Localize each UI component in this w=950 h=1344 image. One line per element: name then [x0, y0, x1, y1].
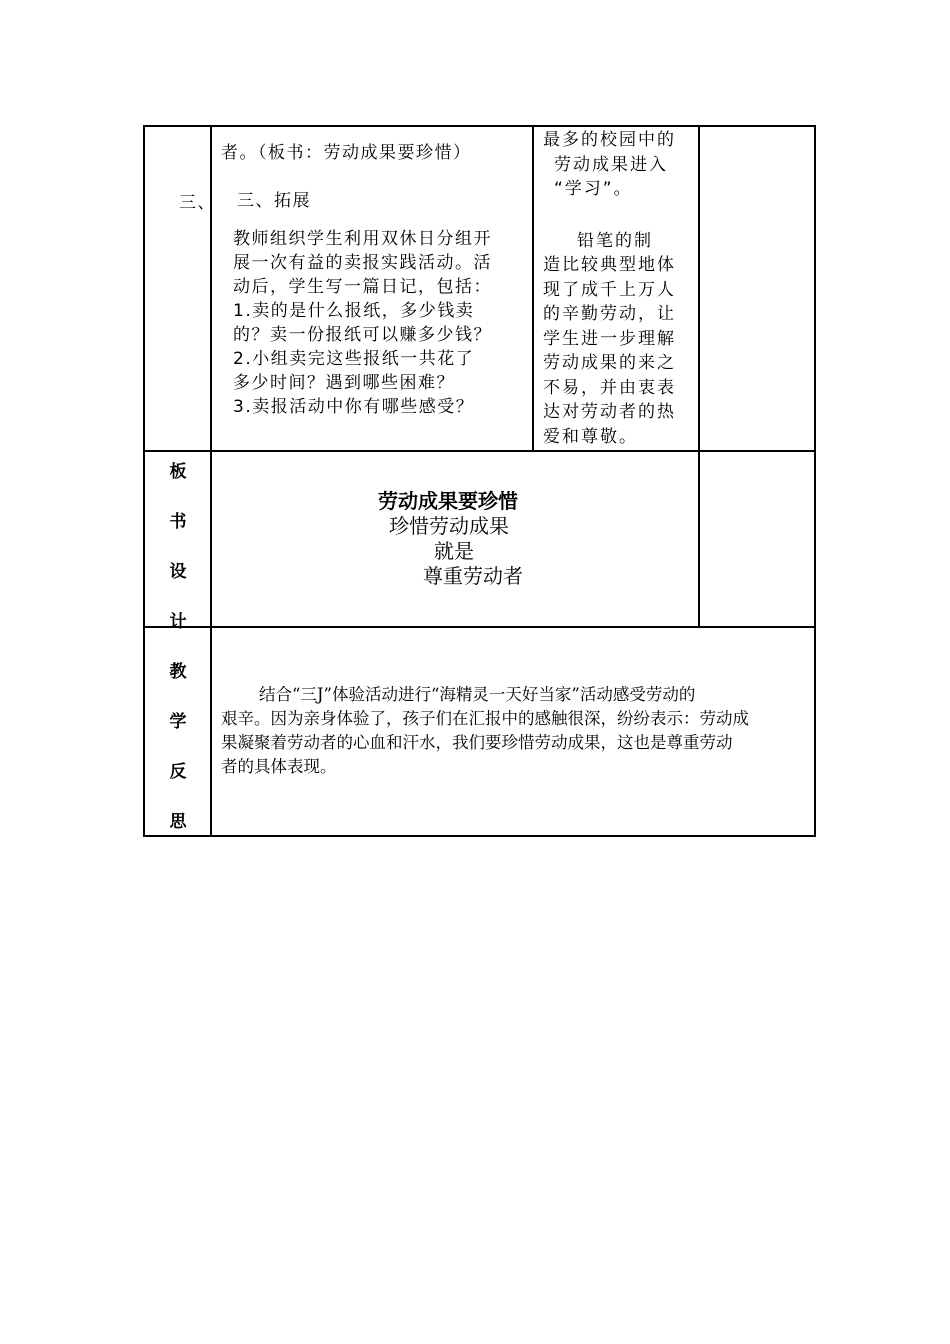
- board-label-char: 板: [169, 462, 187, 482]
- board-line: 就是: [434, 539, 474, 563]
- board-design: [212, 489, 698, 589]
- reflection-line: 者的具体表现。: [221, 757, 337, 776]
- lesson-plan-table: [143, 125, 816, 837]
- reflection-label-char: 教: [169, 662, 187, 682]
- activity-line: 1.卖的是什么报纸，多少钱卖: [233, 301, 475, 321]
- intent-line: 现了成千上万人: [543, 279, 676, 300]
- intent-line: 学生进一步理解: [543, 328, 676, 349]
- reflection-line: 结合“三J”体验活动进行“海精灵一天好当家”活动感受劳动的: [259, 685, 696, 704]
- intent-line: 的辛勤劳动，让: [543, 304, 676, 324]
- activity-line: 的？卖一份报纸可以赚多少钱？: [233, 325, 492, 345]
- reflection-label-char: 学: [169, 712, 187, 732]
- activity-line: 者。（板书：劳动成果要珍惜）: [221, 143, 472, 163]
- board-label-char: 书: [169, 512, 187, 532]
- intent-line: 铅笔的制: [577, 230, 653, 251]
- intent-line: 爱和尊敬。: [543, 426, 638, 447]
- col-divider-2: [532, 127, 534, 451]
- board-label-char: 计: [169, 612, 187, 632]
- intent-line: 不易，并由衷表: [543, 377, 676, 398]
- activity-line: 2.小组卖完这些报纸一共花了: [233, 349, 475, 369]
- intent-line: 造比较典型地体: [543, 255, 676, 275]
- row-divider-1: [145, 450, 814, 452]
- reflection-line: 果凝聚着劳动者的心血和汗水，我们要珍惜劳动成果，这也是尊重劳动: [221, 733, 733, 752]
- reflection-label-char: 反: [169, 762, 187, 782]
- activity-line: 多少时间？遇到哪些困难？: [233, 373, 455, 393]
- board-title: 劳动成果要珍惜: [378, 489, 518, 513]
- reflection-text: [221, 683, 813, 779]
- col-divider-3: [698, 127, 700, 627]
- activity-line: 教师组织学生利用双休日分组开: [233, 229, 492, 249]
- reflection-line: 艰辛。因为亲身体验了，孩子们在汇报中的感触很深，纷纷表示：劳动成: [221, 709, 749, 728]
- board-line: 尊重劳动者: [423, 564, 523, 588]
- activity-line: 动后，学生写一篇日记，包括：: [233, 277, 492, 297]
- board-line: 珍惜劳动成果: [389, 514, 509, 538]
- activity-cell: [221, 141, 531, 419]
- intent-line: 达对劳动者的热: [543, 402, 676, 422]
- section-heading: 三、拓展: [237, 191, 311, 211]
- row-divider-2: [145, 626, 814, 628]
- intent-line: 最多的校园中的: [543, 130, 676, 150]
- intent-cell: [543, 128, 695, 449]
- intent-line: “学习”。: [554, 179, 633, 199]
- intent-line: 劳动成果的来之: [543, 353, 676, 373]
- col-divider-1: [210, 127, 212, 835]
- step-label: 三、: [179, 193, 216, 213]
- board-label-char: 设: [169, 562, 187, 582]
- intent-line: 劳动成果进入: [554, 154, 668, 175]
- activity-line: 展一次有益的卖报实践活动。活: [233, 253, 492, 273]
- activity-line: 3.卖报活动中你有哪些感受？: [233, 397, 475, 417]
- reflection-label-char: 思: [169, 812, 187, 832]
